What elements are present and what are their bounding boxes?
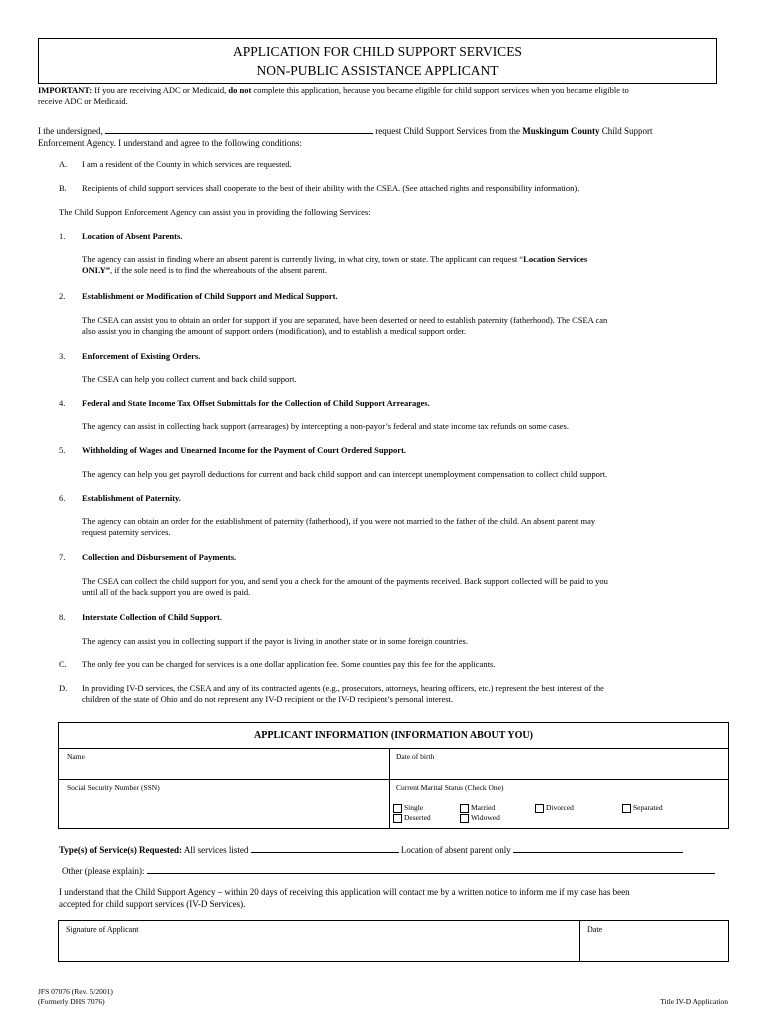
service-number: 8. bbox=[59, 612, 66, 622]
divider bbox=[579, 921, 580, 961]
service-number: 4. bbox=[59, 398, 66, 408]
service-number: 3. bbox=[59, 351, 66, 361]
service-heading: Establishment or Modification of Child Support and Medical Support. bbox=[82, 291, 338, 301]
service-number: 7. bbox=[59, 552, 66, 562]
deserted-label: Deserted bbox=[404, 813, 431, 822]
services-requested-label: Type(s) of Service(s) Requested: bbox=[59, 845, 183, 855]
note-c-text: The only fee you can be charged for services is a one dollar application fee. Some counties pay this fee for the applicants. bbox=[82, 659, 496, 669]
date-label: Date bbox=[587, 925, 603, 934]
name-field[interactable] bbox=[63, 761, 385, 777]
location-only-blank[interactable] bbox=[513, 843, 683, 853]
service-heading: Interstate Collection of Child Support. bbox=[82, 612, 223, 622]
applicant-info-heading: APPLICANT INFORMATION (INFORMATION ABOUT YOU) bbox=[254, 730, 533, 741]
name-label: Name bbox=[67, 752, 85, 761]
service-number: 6. bbox=[59, 493, 66, 503]
other-explain-blank[interactable] bbox=[147, 864, 715, 874]
service-description: The agency can assist in collecting back support (arrearages) by intercepting a non-payor’s federal and state income tax refunds on some cases. bbox=[82, 421, 569, 431]
service-heading: Withholding of Wages and Unearned Income for the Payment of Court Ordered Support. bbox=[82, 445, 407, 455]
service-number: 1. bbox=[59, 231, 66, 241]
date-field[interactable] bbox=[584, 936, 724, 958]
service-description: The CSEA can collect the child support for you, and send you a check for the amount of the payments received. Back support collected will be paid to you until all of the back support you are owed is paid. bbox=[82, 576, 608, 597]
single-label: Single bbox=[404, 803, 424, 812]
important-notice: IMPORTANT: If you are receiving ADC or Medicaid, do not complete this application, because you became eligible for child support services when you became eligible to receive ADC or Medicaid. bbox=[38, 85, 629, 106]
county-name: Muskingum County bbox=[522, 126, 600, 136]
signature-box bbox=[58, 920, 729, 962]
condition-b-text: Recipients of child support services shall cooperate to the best of their ability with the CSEA. (See attached rights and responsibility information). bbox=[82, 183, 580, 193]
service-description: The agency can help you get payroll deductions for current and back child support and can intercept unemployment compensation to collect child support. bbox=[82, 469, 608, 479]
deserted-checkbox[interactable] bbox=[393, 814, 402, 823]
acknowledgement-text: I understand that the Child Support Agency – within 20 days of receiving this application will contact me by a written notice to inform me if my case has been accepted for child support services (IV-D Services). bbox=[59, 887, 630, 909]
signature-field[interactable] bbox=[62, 936, 574, 958]
divorced-checkbox[interactable] bbox=[535, 804, 544, 813]
divider bbox=[389, 748, 390, 828]
divider bbox=[59, 779, 728, 780]
service-description: The CSEA can assist you to obtain an order for support if you are separated, have been deserted or need to establish paternity (fatherhood). The CSEA can also assist you in changing the amount of support orders (modification), and to establish a medical support order. bbox=[82, 315, 608, 336]
marital-status-label: Current Marital Status (Check One) bbox=[396, 783, 504, 792]
married-checkbox[interactable] bbox=[460, 804, 469, 813]
applicant-info-box bbox=[58, 722, 729, 829]
dob-field[interactable] bbox=[393, 761, 723, 777]
service-number: 5. bbox=[59, 445, 66, 455]
ssn-label: Social Security Number (SSN) bbox=[67, 783, 160, 792]
important-label: IMPORTANT: bbox=[38, 85, 93, 95]
service-heading: Location of Absent Parents. bbox=[82, 231, 183, 241]
condition-b-marker: B. bbox=[59, 183, 67, 193]
all-services-blank[interactable] bbox=[251, 843, 399, 853]
separated-checkbox[interactable] bbox=[622, 804, 631, 813]
note-c-marker: C. bbox=[59, 659, 67, 669]
undersigned-statement: I the undersigned, request Child Support Services from the Muskingum County Child Support Enforcement Agency. I understand and agree to the following conditions: bbox=[38, 126, 653, 148]
service-heading: Establishment of Paternity. bbox=[82, 493, 181, 503]
applicant-name-blank[interactable] bbox=[105, 124, 373, 134]
separated-label: Separated bbox=[633, 803, 663, 812]
service-description: The agency can assist you in collecting support if the payor is living in another state or in some foreign countries. bbox=[82, 636, 468, 646]
services-intro: The Child Support Enforcement Agency can assist you in providing the following Services: bbox=[59, 207, 371, 217]
divider bbox=[59, 748, 728, 749]
dob-label: Date of birth bbox=[396, 752, 435, 761]
service-number: 2. bbox=[59, 291, 66, 301]
other-services-line: Other (please explain): bbox=[62, 864, 715, 878]
ssn-field[interactable] bbox=[63, 793, 385, 825]
service-heading: Enforcement of Existing Orders. bbox=[82, 351, 201, 361]
form-title: APPLICATION FOR CHILD SUPPORT SERVICES bbox=[233, 44, 522, 59]
services-requested-line: Type(s) of Service(s) Requested: All services listed Location of absent parent only bbox=[59, 843, 683, 857]
service-heading: Collection and Disbursement of Payments. bbox=[82, 552, 237, 562]
service-description: The CSEA can help you collect current and back child support. bbox=[82, 374, 297, 384]
note-d-text: In providing IV-D services, the CSEA and any of its contracted agents (e.g., prosecutors, attorneys, hearing officers, etc.) represent the best interest of the children of the state of Ohio and do not represent any IV-D recipient or the IV-D recipient’s personal interest. bbox=[82, 683, 604, 704]
footer-title: Title IV-D Application bbox=[660, 997, 728, 1006]
married-label: Married bbox=[471, 803, 496, 812]
condition-a-marker: A. bbox=[59, 159, 68, 169]
form-subtitle: NON-PUBLIC ASSISTANCE APPLICANT bbox=[256, 63, 499, 78]
signature-label: Signature of Applicant bbox=[66, 925, 139, 934]
service-description: The agency can assist in finding where an absent parent is currently living, in what city, town or state. The applicant can request “Location Services ONLY”, if the sole need is to find the whereabouts of the absent parent. bbox=[82, 254, 588, 275]
service-description: The agency can obtain an order for the establishment of paternity (fatherhood), if you were not married to the father of the child. An absent parent may request paternity services. bbox=[82, 516, 596, 537]
widowed-checkbox[interactable] bbox=[460, 814, 469, 823]
form-number: JFS 07076 (Rev. 5/2001) (Formerly DHS 7076) bbox=[38, 987, 113, 1006]
widowed-label: Widowed bbox=[471, 813, 500, 822]
note-d-marker: D. bbox=[59, 683, 68, 693]
condition-a-text: I am a resident of the County in which services are requested. bbox=[82, 159, 292, 169]
service-heading: Federal and State Income Tax Offset Submittals for the Collection of Child Support Arrearages. bbox=[82, 398, 430, 408]
single-checkbox[interactable] bbox=[393, 804, 402, 813]
form-title-box bbox=[38, 38, 717, 84]
divorced-label: Divorced bbox=[546, 803, 574, 812]
